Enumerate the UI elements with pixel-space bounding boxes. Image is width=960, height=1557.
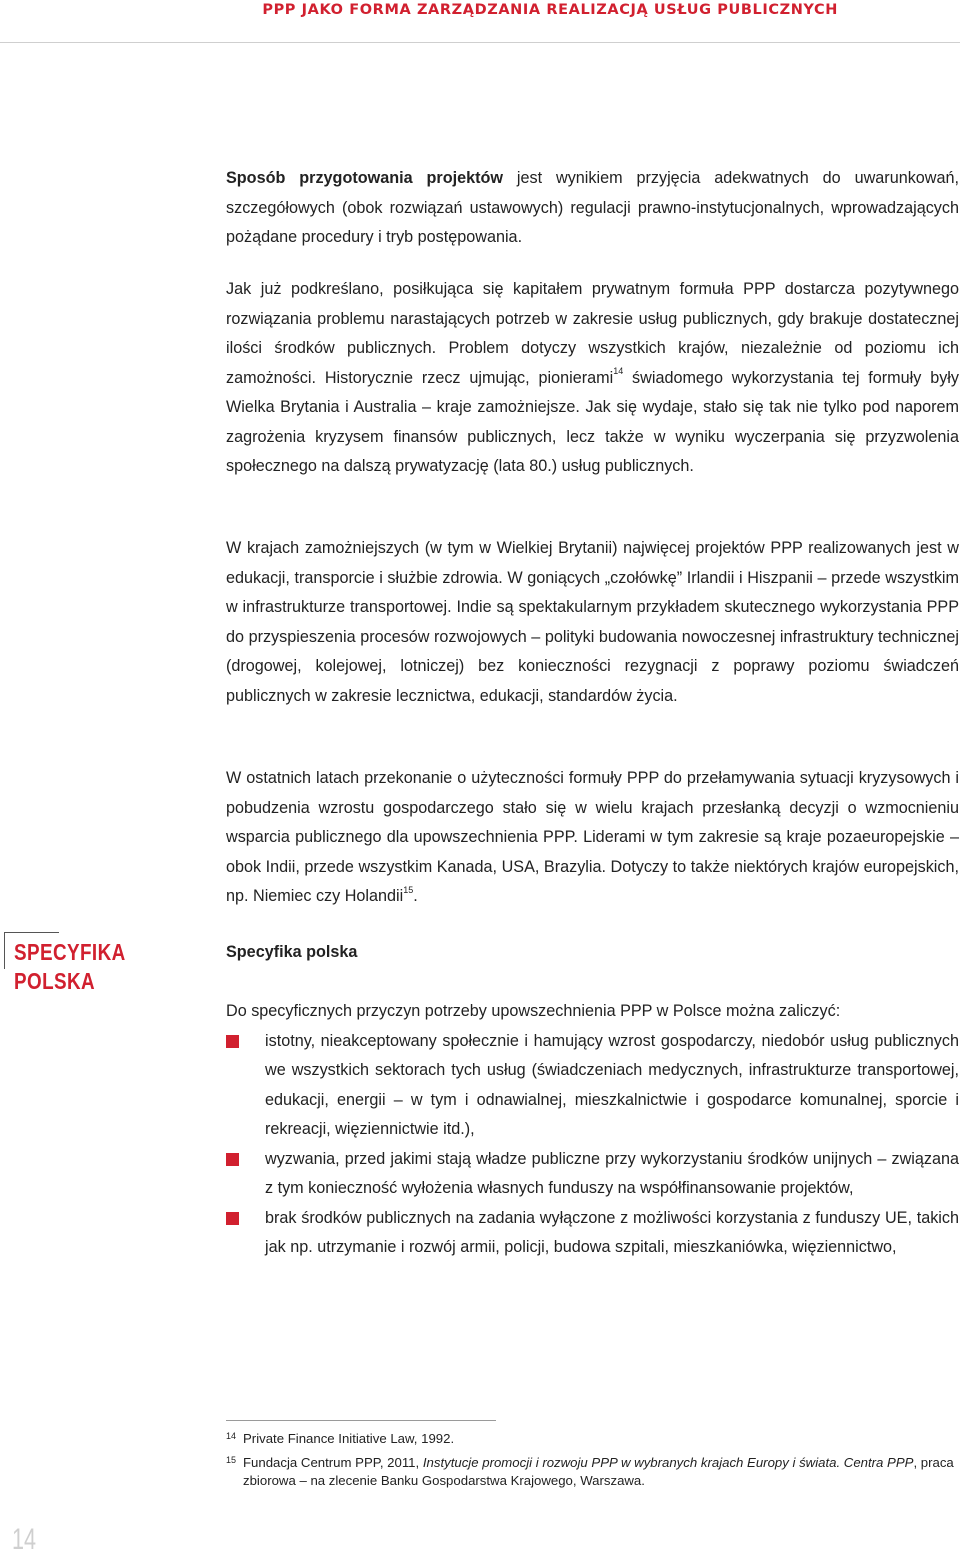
list-item-text: brak środków publicznych na zadania wyłączone z możliwości korzystania z funduszy UE, takich jak np. utrzymanie i rozwój armii, policji, budowa szpitali, mieszkaniówka, więziennictwo, xyxy=(265,1208,959,1256)
page-number: 14 xyxy=(12,1523,37,1556)
bullet-square-icon xyxy=(226,1212,239,1225)
footnote-text: Private Finance Initiative Law, 1992. xyxy=(243,1431,455,1446)
footnote-ref-15[interactable]: 15 xyxy=(403,884,414,895)
p1-text: jest wynikiem przyjęcia adekwatnych do uwarunkowań, szczegółowych (obok rozwiązań ustawowych) regulacji prawno-instytucjonalnych, wprowadzających pożądane procedury i tryb postępowania. xyxy=(226,169,959,246)
footnote-14 xyxy=(226,1430,959,1449)
list-item-text: istotny, nieakceptowany społecznie i hamujący wzrost gospodarczy, niedobór usług publicznych we wszystkich sektorach tych usług (świadczeniach medycznych, infrastrukturze transportowej, edukacji, energii – w tym i odnawialnej, mieszkalnictwie i gospodarce komunalnej, sporcie i rekreacji, więziennictwie itd.), xyxy=(265,1031,959,1138)
footnote-divider xyxy=(226,1420,496,1421)
side-heading-text xyxy=(14,938,126,996)
p4-text-b: . xyxy=(413,887,418,905)
p1-bold-lead: Sposób przygotowania projektów xyxy=(226,169,503,187)
p3-text: W krajach zamożniejszych (w tym w Wielkiej Brytanii) najwięcej projektów PPP realizowanych jest w edukacji, transporcie i służbie zdrowia. W goniących „czołówkę” Irlandii i Hiszpanii – przede wszystkim w infrastrukturze transportowej. Indie są spektakularnym przykładem skutecznego wykorzystania PPP do przyspieszenia procesów rozwojowych – polityki budowania nowoczesnej infrastruktury technicznej (drogowej, kolejowej, lotniczej) bez konieczności rezygnacji z poprawy poziomu świadczeń publicznych w zakresie lecznictwa, edukacji, standardów życia. xyxy=(226,539,959,705)
p6-intro: Do specyficznych przyczyn potrzeby upowszechnienia PPP w Polsce można zaliczyć: xyxy=(226,1002,841,1020)
bullet-list xyxy=(226,1027,959,1263)
paragraph-2 xyxy=(226,275,959,482)
footnote-number: 14 xyxy=(226,1431,237,1441)
footnotes xyxy=(226,1430,959,1496)
list-item xyxy=(226,1204,959,1263)
footnote-title-italic: Instytucje promocji i rozwoju PPP w wybranych krajach Europy i świata. Centra PPP xyxy=(422,1454,914,1470)
running-header xyxy=(0,0,960,43)
p4-text-a: W ostatnich latach przekonanie o użyteczności formuły PPP do przełamywania sytuacji kryzysowych i pobudzenia wzrostu gospodarczego stało się w wielu krajach przesłanką decyzji o wzmocnieniu wsparcia publicznego dla upowszechnienia PPP. Liderami w tym zakresie są kraje pozaeuropejskie – obok Indii, przede wszystkim Kanada, USA, Brazylia. Dotyczy to także niektórych krajów europejskich, np. Niemiec czy Holandii xyxy=(226,769,959,905)
footnote-15 xyxy=(226,1454,959,1491)
p2-text-b: świadomego wykorzystania tej formuły były Wielka Brytania i Australia – kraje zamożniejsze. Jak się wydaje, stało się tak nie tylko pod naporem zagrożenia kryzysem finansów publicznych, lecz także w wyniku wyczerpania się przyzwolenia społecznego na dalszą prywatyzację (lata 80.) usług publicznych. xyxy=(226,368,959,475)
paragraph-6 xyxy=(226,997,959,1263)
footnote-text-b: , praca zbiorowa – na zlecenie Banku Gospodarstwa Krajowego, Warszawa. xyxy=(243,1454,954,1488)
bullet-square-icon xyxy=(226,1153,239,1166)
section-heading: Specyfika polska xyxy=(226,943,358,961)
p2-text-a: Jak już podkreślano, posiłkująca się kapitałem prywatnym formuła PPP dostarcza pozytywnego rozwiązania problemu narastających potrzeb w zakresie usług publicznych, gdy brakuje dostatecznej ilości środków publicznych. Problem dotyczy wszystkich krajów, niezależnie od poziomu ich zamożności. Historycznie rzecz ujmując, pionierami xyxy=(226,280,959,387)
paragraph-4 xyxy=(226,764,959,912)
list-item xyxy=(226,1027,959,1145)
footnote-number: 15 xyxy=(226,1454,237,1465)
paragraph-3 xyxy=(226,534,959,711)
bullet-square-icon xyxy=(226,1035,239,1048)
footnote-text-a: Fundacja Centrum PPP, 2011, xyxy=(243,1454,423,1470)
side-heading-line2: POLSKA xyxy=(14,968,96,994)
footnote-ref-14[interactable]: 14 xyxy=(613,366,624,377)
paragraph-1 xyxy=(226,164,959,253)
list-item-text: wyzwania, przed jakimi stają władze publiczne przy wykorzystaniu środków unijnych – związana z tym konieczność wyłożenia własnych funduszy na współfinansowanie projektów, xyxy=(265,1149,959,1197)
side-heading-line1: SPECYFIKA xyxy=(14,939,126,965)
running-title: PPP JAKO FORMA ZARZĄDZANIA REALIZACJĄ USŁUG PUBLICZNYCH xyxy=(262,2,838,18)
list-item xyxy=(226,1145,959,1204)
